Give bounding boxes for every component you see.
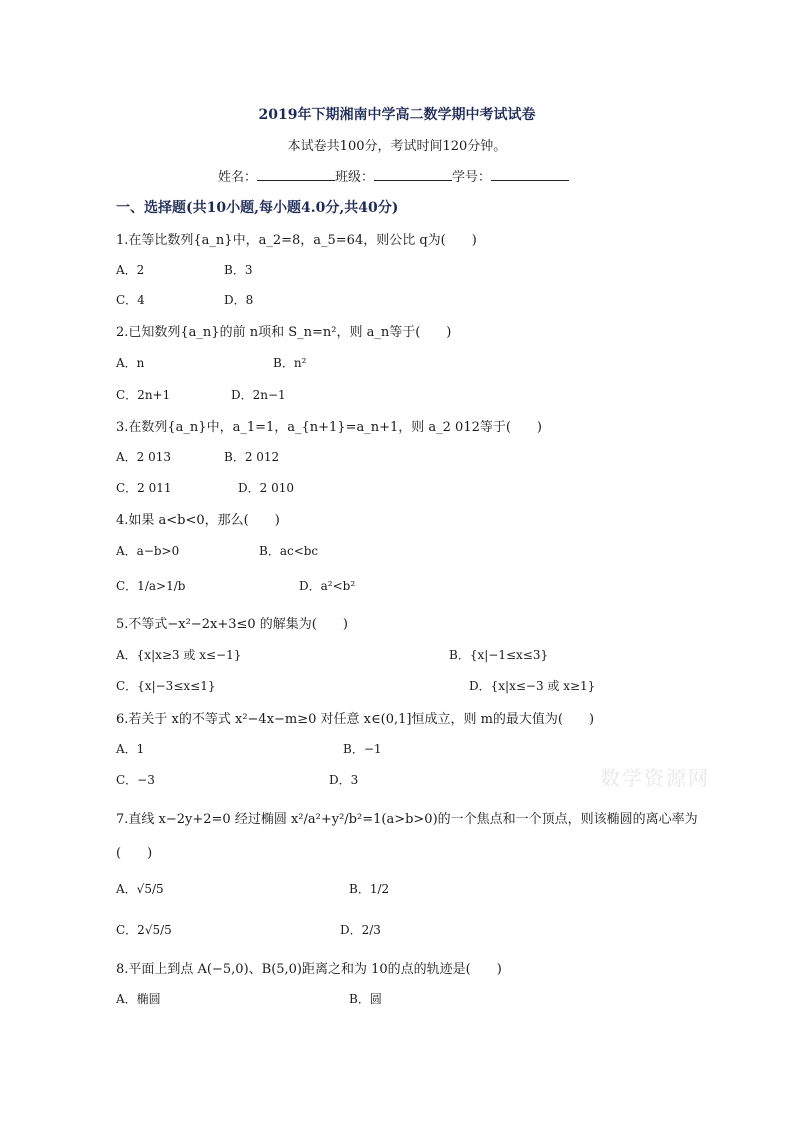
q7-stem: 7.直线 x−2y+2=0 经过椭圆 x²/a²+y²/b²=1(a>b>0)的一个焦点和一个顶点，则该椭圆的离心率为 <box>116 812 698 827</box>
q2-stem: 2.已知数列{a_n}的前 n项和 S_n=n²，则 a_n等于( ) <box>116 325 452 340</box>
q6-stem: 6.若关于 x的不等式 x²−4x−m≥0 对任意 x∈(0,1]恒成立，则 m的最大值为( ) <box>116 712 595 727</box>
q2-option-c: C．2n+1 <box>116 388 171 402</box>
q2-option-a: A．n <box>116 356 145 370</box>
q6-option-c: C．−3 <box>116 773 155 787</box>
q7-option-b: B．1/2 <box>349 882 390 896</box>
section-title: 一、选择题(共10小题,每小题4.0分,共40分) <box>116 200 399 216</box>
q1-option-d: D．8 <box>224 293 254 307</box>
q7-option-a: A．√5/5 <box>116 882 164 896</box>
q2-option-d: D．2n−1 <box>231 388 286 402</box>
q3-stem: 3.在数列{a_n}中，a_1=1，a_{n+1}=a_n+1，则 a_2 012等于( ) <box>116 420 543 435</box>
q8-option-b: B．圆 <box>349 992 382 1006</box>
exam-info: 本试卷共100分，考试时间120分钟。 <box>287 139 507 154</box>
q8-stem: 8.平面上到点 A(−5,0)、B(5,0)距离之和为 10的点的轨迹是( ) <box>116 962 502 977</box>
q7-option-c: C．2√5/5 <box>116 923 172 937</box>
q3-option-a: A．2 013 <box>116 450 172 464</box>
q4-option-a: A．a−b>0 <box>116 544 180 558</box>
q4-stem: 4.如果 a<b<0，那么( ) <box>116 513 280 528</box>
q6-option-d: D．3 <box>329 773 359 787</box>
q5-stem: 5.不等式−x²−2x+3≤0 的解集为( ) <box>116 617 348 632</box>
id-label: 学号： <box>452 170 492 185</box>
q6-option-a: A．1 <box>116 742 145 756</box>
q1-stem: 1.在等比数列{a_n}中，a_2=8，a_5=64，则公比 q为( ) <box>116 233 477 248</box>
q8-option-a: A．椭圆 <box>116 992 161 1006</box>
student-info-row <box>218 166 569 185</box>
q3-option-b: B．2 012 <box>224 450 280 464</box>
q5-option-d: D．{x|x≤−3 或 x≥1} <box>469 679 596 693</box>
q5-option-a: A．{x|x≥3 或 x≤−1} <box>116 648 242 662</box>
watermark: 数学资源网 <box>600 766 710 790</box>
page-title: 2019年下期湘南中学高二数学期中考试试卷 <box>258 107 536 123</box>
q1-option-c: C．4 <box>116 293 145 307</box>
id-field[interactable] <box>491 166 569 181</box>
q4-option-b: B．ac<bc <box>259 544 319 558</box>
q4-option-c: C．1/a>1/b <box>116 579 186 593</box>
q2-option-b: B．n² <box>273 356 307 370</box>
name-field[interactable] <box>257 166 335 181</box>
q4-option-d: D．a²<b² <box>299 579 356 593</box>
q6-option-b: B．−1 <box>343 742 382 756</box>
q1-option-b: B．3 <box>224 263 253 277</box>
q7-paren: ( ) <box>116 846 153 861</box>
q3-option-c: C．2 011 <box>116 481 172 495</box>
q7-option-d: D．2/3 <box>340 923 381 937</box>
q3-option-d: D．2 010 <box>238 481 294 495</box>
name-label: 姓名： <box>218 170 258 185</box>
q5-option-c: C．{x|−3≤x≤1} <box>116 679 216 693</box>
class-label: 班级： <box>335 170 375 185</box>
q1-option-a: A．2 <box>116 263 145 277</box>
class-field[interactable] <box>374 166 452 181</box>
q5-option-b: B．{x|−1≤x≤3} <box>449 648 549 662</box>
